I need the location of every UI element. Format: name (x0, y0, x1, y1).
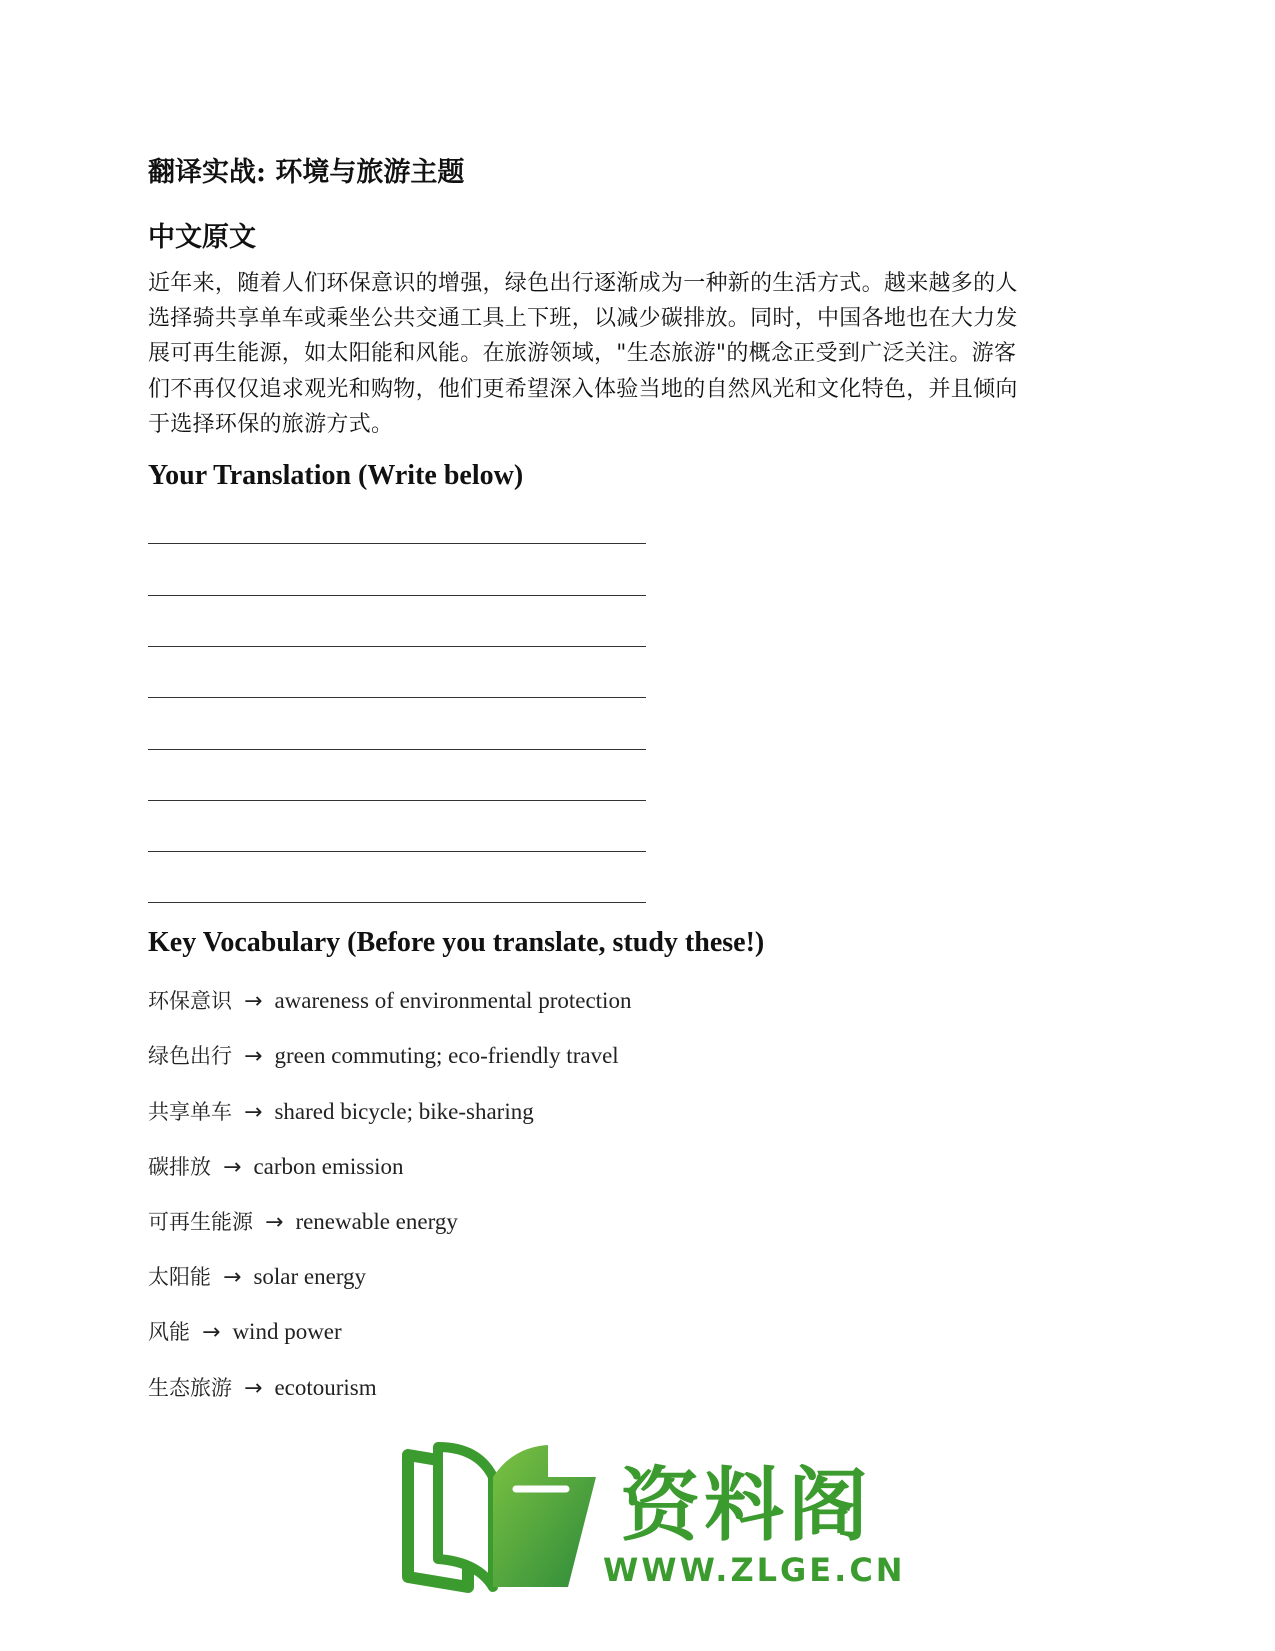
source-line: 选择骑共享单车或乘坐公共交通工具上下班，以减少碳排放。同时，中国各地也在大力发 (148, 306, 1018, 331)
book-icon (398, 1437, 608, 1597)
vocab-english: wind power (232, 1319, 342, 1344)
vocab-chinese: 共享单车 (148, 1100, 232, 1124)
vocab-item (148, 1151, 404, 1181)
vocab-english: awareness of environmental protection (274, 988, 632, 1013)
vocab-english: carbon emission (253, 1154, 404, 1179)
writing-line[interactable] (148, 902, 646, 903)
writing-line[interactable] (148, 800, 646, 801)
watermark-logo (398, 1437, 906, 1597)
vocab-chinese: 风能 (148, 1320, 190, 1344)
vocab-english: shared bicycle; bike-sharing (274, 1099, 534, 1124)
translation-heading: Your Translation (Write below) (148, 460, 524, 491)
vocab-item (148, 1096, 534, 1126)
arrow-icon: → (244, 989, 263, 1014)
vocab-english: renewable energy (295, 1209, 458, 1234)
vocab-chinese: 生态旅游 (148, 1376, 232, 1400)
writing-line[interactable] (148, 697, 646, 698)
writing-line[interactable] (148, 646, 646, 647)
writing-line[interactable] (148, 595, 646, 596)
vocab-item (148, 1206, 458, 1236)
vocab-item (148, 1040, 619, 1070)
arrow-icon: → (223, 1265, 242, 1290)
arrow-icon: → (244, 1100, 263, 1125)
writing-line[interactable] (148, 543, 646, 544)
arrow-icon: → (202, 1320, 221, 1345)
vocab-chinese: 碳排放 (148, 1155, 211, 1179)
vocab-item (148, 1316, 342, 1346)
vocab-chinese: 环保意识 (148, 989, 232, 1013)
vocab-item (148, 985, 631, 1015)
writing-line[interactable] (148, 851, 646, 852)
arrow-icon: → (265, 1210, 284, 1235)
arrow-icon: → (223, 1155, 242, 1180)
source-line: 近年来，随着人们环保意识的增强，绿色出行逐渐成为一种新的生活方式。越来越多的人 (148, 271, 1018, 296)
vocab-chinese: 可再生能源 (148, 1210, 253, 1234)
vocab-chinese: 太阳能 (148, 1265, 211, 1289)
vocab-item (148, 1372, 377, 1402)
arrow-icon: → (244, 1044, 263, 1069)
watermark-url: WWW.ZLGE.CN (603, 1551, 906, 1589)
vocab-english: solar energy (253, 1264, 367, 1289)
vocab-english: green commuting; eco-friendly travel (274, 1043, 619, 1068)
vocab-english: ecotourism (274, 1375, 377, 1400)
writing-line[interactable] (148, 749, 646, 750)
watermark-name: 资料阁 (620, 1459, 872, 1552)
vocab-chinese: 绿色出行 (148, 1044, 232, 1068)
source-heading: 中文原文 (148, 222, 256, 253)
source-line: 们不再仅仅追求观光和购物，他们更希望深入体验当地的自然风光和文化特色，并且倾向 (148, 377, 1018, 402)
source-line: 展可再生能源，如太阳能和风能。在旅游领域，"生态旅游"的概念正受到广泛关注。游客 (148, 341, 1017, 366)
document-title: 翻译实战: 环境与旅游主题 (148, 157, 465, 188)
arrow-icon: → (244, 1376, 263, 1401)
vocab-heading: Key Vocabulary (Before you translate, study these!) (148, 927, 765, 958)
source-line: 于选择环保的旅游方式。 (148, 412, 394, 437)
vocab-item (148, 1261, 366, 1291)
